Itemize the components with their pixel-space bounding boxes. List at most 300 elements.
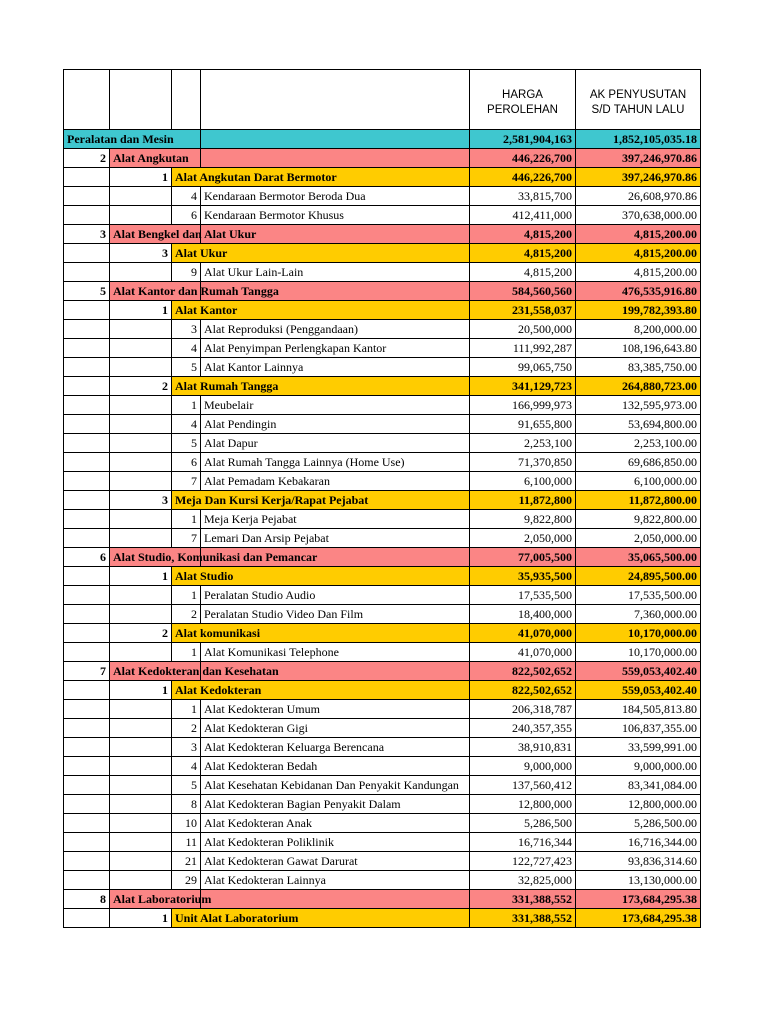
row-name-cell [64, 130, 174, 149]
row-ak-penyusutan: 370,638,000.00 [576, 206, 701, 225]
table-row [64, 510, 701, 529]
table-row [64, 643, 701, 662]
row-harga-perolehan: 412,411,000 [470, 206, 576, 225]
row-cell-b [110, 833, 172, 852]
table-row [64, 833, 701, 852]
row-name-cell [110, 548, 318, 567]
row-code: 4 [172, 757, 201, 776]
row-cell-b [110, 757, 172, 776]
subcategory-name: Alat komunikasi [175, 626, 261, 640]
row-cell-d [201, 130, 470, 149]
row-code: 3 [110, 244, 172, 263]
row-cell-a [64, 320, 110, 339]
row-code: 3 [172, 320, 201, 339]
row-item-name: Alat Pemadam Kebakaran [201, 472, 470, 491]
row-item-name: Kendaraan Bermotor Khusus [201, 206, 470, 225]
row-cell-a [64, 206, 110, 225]
row-ak-penyusutan: 132,595,973.00 [576, 396, 701, 415]
row-harga-perolehan: 91,655,800 [470, 415, 576, 434]
row-item-name: Kendaraan Bermotor Beroda Dua [201, 187, 470, 206]
row-harga-perolehan: 446,226,700 [470, 168, 576, 187]
row-code: 1 [110, 301, 172, 320]
row-harga-perolehan: 584,560,560 [470, 282, 576, 301]
subcategory-name: Alat Rumah Tangga [175, 379, 279, 393]
category-name: Alat Bengkel dan Alat Ukur [113, 227, 257, 241]
row-harga-perolehan: 341,129,723 [470, 377, 576, 396]
table-row [64, 130, 701, 149]
row-cell-b [110, 776, 172, 795]
header-ak-penyusutan: AK PENYUSUTAN S/D TAHUN LALU [576, 70, 701, 130]
row-harga-perolehan: 71,370,850 [470, 453, 576, 472]
table-row [64, 206, 701, 225]
row-ak-penyusutan: 173,684,295.38 [576, 890, 701, 909]
row-cell-d [201, 244, 470, 263]
row-cell-a [64, 909, 110, 928]
row-cell-a [64, 757, 110, 776]
table-row [64, 719, 701, 738]
subcategory-name: Alat Studio [175, 569, 234, 583]
row-cell-b [110, 852, 172, 871]
row-code: 8 [172, 795, 201, 814]
row-cell-a [64, 776, 110, 795]
row-harga-perolehan: 6,100,000 [470, 472, 576, 491]
table-row [64, 339, 701, 358]
header-blank-a [64, 70, 110, 130]
asset-depreciation-table [63, 69, 701, 928]
row-cell-d [201, 149, 470, 168]
row-code: 9 [172, 263, 201, 282]
row-code: 1 [110, 909, 172, 928]
row-name-cell [172, 909, 299, 928]
row-cell-b [110, 529, 172, 548]
subcategory-name: Unit Alat Laboratorium [175, 911, 299, 925]
row-item-name: Alat Dapur [201, 434, 470, 453]
row-item-name: Peralatan Studio Video Dan Film [201, 605, 470, 624]
row-cell-b [110, 396, 172, 415]
row-item-name: Alat Pendingin [201, 415, 470, 434]
row-name-cell [172, 301, 238, 320]
table-row [64, 814, 701, 833]
row-name-cell [172, 377, 279, 396]
row-ak-penyusutan: 559,053,402.40 [576, 681, 701, 700]
row-ak-penyusutan: 93,836,314.60 [576, 852, 701, 871]
row-harga-perolehan: 446,226,700 [470, 149, 576, 168]
row-code: 3 [110, 491, 172, 510]
table-row [64, 909, 701, 928]
table-row [64, 548, 701, 567]
row-name-cell [110, 662, 279, 681]
header-row [64, 70, 701, 130]
row-code: 4 [172, 187, 201, 206]
row-cell-a [64, 529, 110, 548]
row-code: 11 [172, 833, 201, 852]
category-name: Alat Kantor dan Rumah Tangga [113, 284, 279, 298]
subcategory-name: Alat Kantor [175, 303, 238, 317]
table-row [64, 624, 701, 643]
subcategory-name: Meja Dan Kursi Kerja/Rapat Pejabat [175, 493, 369, 507]
table-row [64, 890, 701, 909]
row-ak-penyusutan: 2,253,100.00 [576, 434, 701, 453]
row-cell-a [64, 700, 110, 719]
subcategory-name: Alat Ukur [175, 246, 228, 260]
row-cell-b [110, 605, 172, 624]
row-code: 10 [172, 814, 201, 833]
table-row [64, 244, 701, 263]
row-harga-perolehan: 822,502,652 [470, 681, 576, 700]
row-cell-a [64, 377, 110, 396]
row-cell-a [64, 738, 110, 757]
table-row [64, 434, 701, 453]
row-harga-perolehan: 122,727,423 [470, 852, 576, 871]
row-cell-b [110, 206, 172, 225]
row-code: 1 [110, 567, 172, 586]
row-harga-perolehan: 331,388,552 [470, 909, 576, 928]
row-name-cell [172, 567, 234, 586]
row-harga-perolehan: 9,000,000 [470, 757, 576, 776]
row-cell-a [64, 434, 110, 453]
row-cell-a [64, 510, 110, 529]
table-row [64, 320, 701, 339]
row-cell-a [64, 814, 110, 833]
row-ak-penyusutan: 4,815,200.00 [576, 225, 701, 244]
row-ak-penyusutan: 11,872,800.00 [576, 491, 701, 510]
row-code: 1 [172, 700, 201, 719]
row-cell-b [110, 795, 172, 814]
row-cell-a [64, 244, 110, 263]
group-name: Peralatan dan Mesin [67, 132, 174, 146]
row-harga-perolehan: 11,872,800 [470, 491, 576, 510]
row-cell-a [64, 187, 110, 206]
row-ak-penyusutan: 2,050,000.00 [576, 529, 701, 548]
row-item-name: Alat Kedokteran Poliklinik [201, 833, 470, 852]
row-cell-b [110, 434, 172, 453]
row-ak-penyusutan: 9,822,800.00 [576, 510, 701, 529]
row-cell-b [110, 339, 172, 358]
table-row [64, 472, 701, 491]
row-code: 5 [172, 776, 201, 795]
row-ak-penyusutan: 173,684,295.38 [576, 909, 701, 928]
row-name-cell [110, 282, 279, 301]
row-ak-penyusutan: 26,608,970.86 [576, 187, 701, 206]
row-ak-penyusutan: 13,130,000.00 [576, 871, 701, 890]
row-harga-perolehan: 17,535,500 [470, 586, 576, 605]
row-cell-a [64, 624, 110, 643]
row-code: 7 [172, 472, 201, 491]
table-row [64, 700, 701, 719]
row-ak-penyusutan: 83,341,084.00 [576, 776, 701, 795]
row-code: 4 [172, 339, 201, 358]
row-ak-penyusutan: 12,800,000.00 [576, 795, 701, 814]
row-cell-a [64, 681, 110, 700]
table-row [64, 358, 701, 377]
row-code: 1 [110, 168, 172, 187]
row-cell-b [110, 320, 172, 339]
category-name: Alat Angkutan [113, 151, 189, 165]
row-harga-perolehan: 35,935,500 [470, 567, 576, 586]
row-cell-b [110, 358, 172, 377]
row-code: 1 [172, 396, 201, 415]
table-row [64, 225, 701, 244]
row-ak-penyusutan: 4,815,200.00 [576, 244, 701, 263]
row-harga-perolehan: 822,502,652 [470, 662, 576, 681]
row-cell-a [64, 415, 110, 434]
header-blank-b [110, 70, 172, 130]
table-row [64, 453, 701, 472]
row-harga-perolehan: 9,822,800 [470, 510, 576, 529]
row-cell-a [64, 358, 110, 377]
row-code: 3 [64, 225, 110, 244]
table-row [64, 187, 701, 206]
row-harga-perolehan: 32,825,000 [470, 871, 576, 890]
row-code: 2 [64, 149, 110, 168]
table-row [64, 605, 701, 624]
row-code: 2 [172, 605, 201, 624]
row-item-name: Alat Reproduksi (Penggandaan) [201, 320, 470, 339]
row-cell-b [110, 643, 172, 662]
row-code: 7 [172, 529, 201, 548]
row-harga-perolehan: 111,992,287 [470, 339, 576, 358]
row-item-name: Alat Kedokteran Bedah [201, 757, 470, 776]
row-cell-b [110, 586, 172, 605]
row-cell-d [201, 301, 470, 320]
table-row [64, 415, 701, 434]
row-code: 1 [172, 510, 201, 529]
subcategory-name: Alat Angkutan Darat Bermotor [175, 170, 337, 184]
row-ak-penyusutan: 35,065,500.00 [576, 548, 701, 567]
row-ak-penyusutan: 4,815,200.00 [576, 263, 701, 282]
row-ak-penyusutan: 53,694,800.00 [576, 415, 701, 434]
row-harga-perolehan: 331,388,552 [470, 890, 576, 909]
table-body [64, 70, 701, 928]
row-harga-perolehan: 137,560,412 [470, 776, 576, 795]
header-harga-perolehan: HARGA PEROLEHAN [470, 70, 576, 130]
table-row [64, 396, 701, 415]
table-row [64, 263, 701, 282]
row-cell-c [172, 130, 201, 149]
row-harga-perolehan: 231,558,037 [470, 301, 576, 320]
table-row [64, 377, 701, 396]
row-ak-penyusutan: 17,535,500.00 [576, 586, 701, 605]
row-code: 1 [172, 586, 201, 605]
row-item-name: Peralatan Studio Audio [201, 586, 470, 605]
row-item-name: Alat Penyimpan Perlengkapan Kantor [201, 339, 470, 358]
row-ak-penyusutan: 397,246,970.86 [576, 149, 701, 168]
table-row [64, 586, 701, 605]
table-row [64, 149, 701, 168]
row-item-name: Meubelair [201, 396, 470, 415]
row-harga-perolehan: 20,500,000 [470, 320, 576, 339]
subcategory-name: Alat Kedokteran [175, 683, 262, 697]
table-row [64, 529, 701, 548]
row-cell-a [64, 453, 110, 472]
row-code: 6 [172, 453, 201, 472]
category-name: Alat Laboratorium [113, 892, 212, 906]
row-cell-d [201, 567, 470, 586]
table-row [64, 301, 701, 320]
row-ak-penyusutan: 24,895,500.00 [576, 567, 701, 586]
table-row [64, 738, 701, 757]
row-ak-penyusutan: 1,852,105,035.18 [576, 130, 701, 149]
row-ak-penyusutan: 10,170,000.00 [576, 624, 701, 643]
category-name: Alat Studio, Komunikasi dan Pemancar [113, 550, 318, 564]
row-ak-penyusutan: 9,000,000.00 [576, 757, 701, 776]
category-name: Alat Kedokteran dan Kesehatan [113, 664, 279, 678]
row-code: 29 [172, 871, 201, 890]
row-item-name: Alat Kedokteran Bagian Penyakit Dalam [201, 795, 470, 814]
row-harga-perolehan: 99,065,750 [470, 358, 576, 377]
row-code: 5 [64, 282, 110, 301]
row-ak-penyusutan: 199,782,393.80 [576, 301, 701, 320]
row-ak-penyusutan: 5,286,500.00 [576, 814, 701, 833]
row-name-cell [110, 890, 212, 909]
row-code: 5 [172, 358, 201, 377]
row-code: 1 [110, 681, 172, 700]
row-item-name: Alat Kantor Lainnya [201, 358, 470, 377]
row-item-name: Alat Ukur Lain-Lain [201, 263, 470, 282]
table-row [64, 776, 701, 795]
row-cell-a [64, 396, 110, 415]
row-item-name: Alat Kesehatan Kebidanan Dan Penyakit Kandungan [201, 776, 470, 795]
row-name-cell [172, 624, 261, 643]
row-cell-a [64, 168, 110, 187]
header-blank-c [172, 70, 201, 130]
row-harga-perolehan: 18,400,000 [470, 605, 576, 624]
row-ak-penyusutan: 106,837,355.00 [576, 719, 701, 738]
row-cell-a [64, 567, 110, 586]
table-row [64, 681, 701, 700]
row-harga-perolehan: 41,070,000 [470, 643, 576, 662]
row-harga-perolehan: 2,253,100 [470, 434, 576, 453]
row-code: 5 [172, 434, 201, 453]
row-harga-perolehan: 2,581,904,163 [470, 130, 576, 149]
row-ak-penyusutan: 184,505,813.80 [576, 700, 701, 719]
row-item-name: Alat Kedokteran Gawat Darurat [201, 852, 470, 871]
table-row [64, 168, 701, 187]
row-cell-b [110, 814, 172, 833]
table-row [64, 871, 701, 890]
row-ak-penyusutan: 10,170,000.00 [576, 643, 701, 662]
row-item-name: Lemari Dan Arsip Pejabat [201, 529, 470, 548]
row-harga-perolehan: 41,070,000 [470, 624, 576, 643]
row-code: 6 [172, 206, 201, 225]
table-row [64, 491, 701, 510]
row-cell-a [64, 852, 110, 871]
row-cell-a [64, 795, 110, 814]
row-code: 21 [172, 852, 201, 871]
row-name-cell [172, 491, 369, 510]
row-ak-penyusutan: 476,535,916.80 [576, 282, 701, 301]
row-cell-b [110, 263, 172, 282]
row-harga-perolehan: 38,910,831 [470, 738, 576, 757]
row-cell-b [110, 719, 172, 738]
row-harga-perolehan: 4,815,200 [470, 263, 576, 282]
row-cell-b [110, 738, 172, 757]
row-code: 1 [172, 643, 201, 662]
row-name-cell [172, 681, 262, 700]
row-cell-b [110, 510, 172, 529]
row-cell-b [110, 187, 172, 206]
row-cell-a [64, 339, 110, 358]
row-ak-penyusutan: 83,385,750.00 [576, 358, 701, 377]
table-row [64, 852, 701, 871]
table-row [64, 795, 701, 814]
row-harga-perolehan: 240,357,355 [470, 719, 576, 738]
row-item-name: Alat Kedokteran Anak [201, 814, 470, 833]
row-harga-perolehan: 166,999,973 [470, 396, 576, 415]
row-ak-penyusutan: 33,599,991.00 [576, 738, 701, 757]
row-item-name: Alat Kedokteran Keluarga Berencana [201, 738, 470, 757]
row-harga-perolehan: 2,050,000 [470, 529, 576, 548]
row-cell-a [64, 719, 110, 738]
row-ak-penyusutan: 264,880,723.00 [576, 377, 701, 396]
row-cell-a [64, 833, 110, 852]
row-code: 2 [110, 624, 172, 643]
table-row [64, 757, 701, 776]
row-ak-penyusutan: 108,196,643.80 [576, 339, 701, 358]
row-harga-perolehan: 12,800,000 [470, 795, 576, 814]
row-harga-perolehan: 5,286,500 [470, 814, 576, 833]
row-code: 2 [110, 377, 172, 396]
row-code: 8 [64, 890, 110, 909]
row-code: 6 [64, 548, 110, 567]
row-cell-a [64, 263, 110, 282]
row-cell-a [64, 643, 110, 662]
row-ak-penyusutan: 6,100,000.00 [576, 472, 701, 491]
row-cell-a [64, 472, 110, 491]
row-cell-a [64, 871, 110, 890]
row-cell-b [110, 472, 172, 491]
header-blank-d [201, 70, 470, 130]
table-row [64, 567, 701, 586]
row-cell-b [110, 700, 172, 719]
row-cell-b [110, 871, 172, 890]
row-ak-penyusutan: 397,246,970.86 [576, 168, 701, 187]
row-name-cell [172, 168, 337, 187]
row-ak-penyusutan: 8,200,000.00 [576, 320, 701, 339]
row-item-name: Meja Kerja Pejabat [201, 510, 470, 529]
row-harga-perolehan: 4,815,200 [470, 244, 576, 263]
row-code: 4 [172, 415, 201, 434]
row-cell-d [201, 890, 470, 909]
row-code: 2 [172, 719, 201, 738]
row-item-name: Alat Rumah Tangga Lainnya (Home Use) [201, 453, 470, 472]
row-cell-a [64, 301, 110, 320]
row-cell-a [64, 491, 110, 510]
row-cell-b [110, 453, 172, 472]
row-cell-a [64, 605, 110, 624]
row-harga-perolehan: 77,005,500 [470, 548, 576, 567]
row-ak-penyusutan: 16,716,344.00 [576, 833, 701, 852]
row-name-cell [110, 149, 189, 168]
row-item-name: Alat Komunikasi Telephone [201, 643, 470, 662]
row-ak-penyusutan: 559,053,402.40 [576, 662, 701, 681]
row-code: 3 [172, 738, 201, 757]
row-cell-b [110, 415, 172, 434]
row-harga-perolehan: 33,815,700 [470, 187, 576, 206]
row-item-name: Alat Kedokteran Gigi [201, 719, 470, 738]
row-ak-penyusutan: 7,360,000.00 [576, 605, 701, 624]
row-name-cell [110, 225, 257, 244]
row-harga-perolehan: 16,716,344 [470, 833, 576, 852]
table-row [64, 282, 701, 301]
row-name-cell [172, 244, 228, 263]
table-row [64, 662, 701, 681]
row-item-name: Alat Kedokteran Lainnya [201, 871, 470, 890]
row-harga-perolehan: 206,318,787 [470, 700, 576, 719]
row-code: 7 [64, 662, 110, 681]
row-harga-perolehan: 4,815,200 [470, 225, 576, 244]
row-item-name: Alat Kedokteran Umum [201, 700, 470, 719]
